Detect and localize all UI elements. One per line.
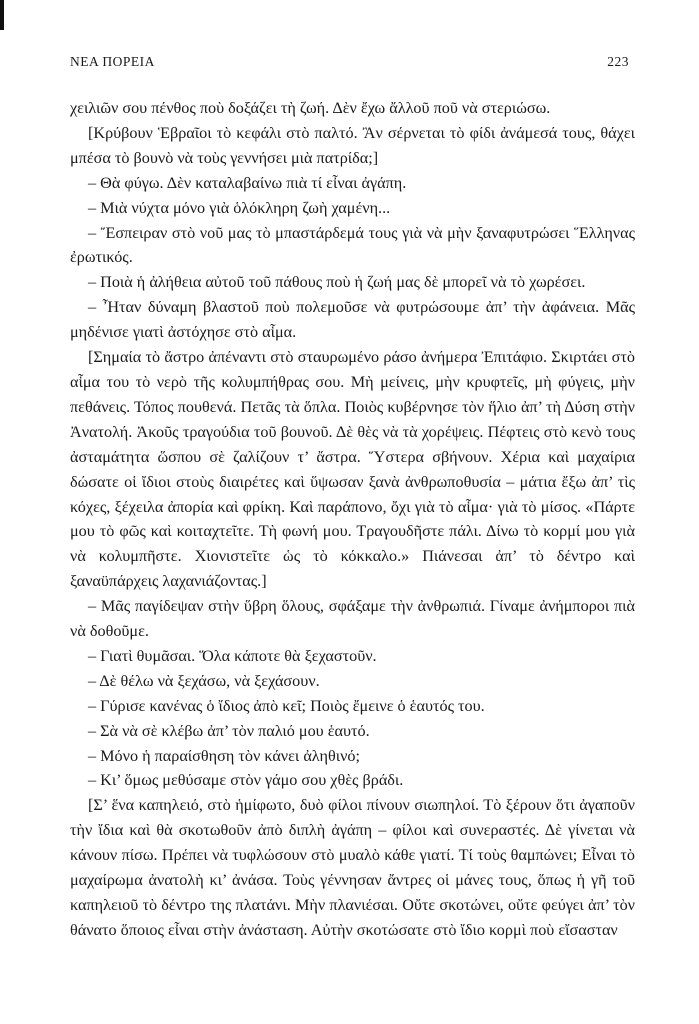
dialogue-line: – Ἔσπειραν στὸ νοῦ μας τὸ μπαστάρδεμά τους γιὰ νὰ μὴν ξαναφυτρώσει Ἕλληνας ἐρωτικός.	[70, 223, 635, 267]
dialogue-line: – Ποιὰ ἡ ἀλήθεια αὐτοῦ τοῦ πάθους ποὺ ἡ ζωή μας δὲ μπορεῖ νὰ τὸ χωρέσει.	[88, 273, 586, 292]
paragraph-bracketed: [Κρύβουν Ἑβραῖοι τὸ κεφάλι στὸ παλτό. Ἂν σέρνεται τὸ φίδι ἀνάμεσά τους, θάχει μπέσα τὸ βουνὸ νὰ τοὺς γεννήσει μιὰ πατρίδα;]	[70, 123, 635, 167]
book-title: ΝΕΑ ΠΟΡΕΙΑ	[70, 54, 155, 69]
paragraph-bracketed: [Σημαία τὸ ἄστρο ἀπέναντι στὸ σταυρωμένο ράσο ἀνήμερα Ἐπιτάφιο. Σκιρτάει στὸ αἷμα του τὸ νερὸ τῆς κολυμπήθρας σου. Μὴ μείνεις, μὴν κρυφτεῖς, μὴ φύγεις, μὴν πεθάνεις. Τόπος πουθενά. Πετᾶς τὰ ὅπλα. Ποιὸς κυβέρνησε τὸν ἥλιο ἀπ’ τὴ Δύση στὴν Ἀνατολή. Ἀκοῦς τραγούδια τοῦ βουνοῦ. Δὲ θὲς νὰ τὰ χορέψεις. Πέφτεις στὸ κενὸ τους ἀσταμάτητα ὥσπου σὲ ζαλίζουν τ’ ἄστρα. Ὕστερα σβήνουν. Χέρια καὶ μαχαίρια δώσατε οἱ ἴδιοι στοὺς διαιρέτες καὶ ὕψωσαν ξανὰ ἀνθρωποθυσία – μάτια ἔξω ἀπ’ τὶς κόχες, ξέχειλα ἀπορία καὶ φρίκη. Καὶ παράπονο, ὄχι γιὰ τὸ αἷμα· γιὰ τὸ μίσος. «Πάρτε μου τὸ φῶς καὶ κοιταχτεῖτε. Τὴ φωνή μου. Τραγουδῆστε πάλι. Δίνω τὸ κορμί μου γιὰ νὰ κολυμπῆστε. Χιονιστεῖτε ὡς τὸ κόκκαλο.» Πιάνεσαι ἀπ’ τὸ δέντρο καὶ ξαναϋπάρχεις λαχανιάζοντας.]	[70, 348, 635, 591]
dialogue-line: – Μᾶς παγίδεψαν στὴν ὕβρη ὅλους, σφάξαμε τὴν ἀνθρωπιά. Γίναμε ἀνήμποροι πιὰ νὰ δοθοῦμε.	[70, 597, 635, 641]
dialogue-line: – Γιατὶ θυμᾶσαι. Ὅλα κάποτε θὰ ξεχαστοῦν.	[88, 646, 377, 665]
dialogue-line: – Γύρισε κανένας ὁ ἴδιος ἀπὸ κεῖ; Ποιὸς ἔμεινε ὁ ἑαυτός του.	[88, 696, 485, 715]
page-number: 223	[607, 54, 629, 69]
dialogue-line: – Κι’ ὅμως μεθύσαμε στὸν γάμο σου χθὲς βράδι.	[88, 771, 404, 790]
scan-edge-mark	[0, 0, 4, 30]
dialogue-line: – Μόνο ἡ παραίσθηση τὸν κάνει ἀληθινό;	[88, 746, 361, 765]
paragraph-bracketed: [Σ’ ἕνα καπηλειό, στὸ ἡμίφωτο, δυὸ φίλοι πίνουν σιωπηλοί. Τὸ ξέρουν ὅτι ἀγαποῦν τὴν ἴδια καὶ θὰ σκοτωθοῦν ἀπὸ διπλὴ ἀγάπη – φίλοι καὶ συνεραστές. Δὲ γίνεται νὰ κάνουν πίσω. Πρέπει νὰ τυφλώσουν στὸ μυαλὸ κάθε γιατί. Τί τοὺς θαμπώνει; Εἶναι τὸ μαχαίρωμα ἀνατολὴ κι’ ἀνάσα. Τοὺς γέννησαν ἄντρες οἱ μάνες τους, ὅπως ἡ γῆ τοῦ καπηλειοῦ τὸ δέντρο της πλατάνι. Μὴν πλανιέσαι. Οὔτε σκοτώνει, οὔτε φεύγει ἀπ’ τὸν θάνατο ὅποιος εἶναι στὴν ἀνάσταση. Αὐτὴν σκοτώσατε στὸ ἴδιο κορμὶ ποὺ εἴσασταν	[70, 796, 635, 939]
running-head	[70, 54, 629, 74]
dialogue-line: – Δὲ θέλω νὰ ξεχάσω, νὰ ξεχάσουν.	[88, 671, 320, 690]
dialogue-line: – Σὰ νὰ σὲ κλέβω ἀπ’ τὸν παλιό μου ἑαυτό.	[88, 721, 370, 740]
body-text	[70, 96, 635, 943]
dialogue-line: – Μιὰ νύχτα μόνο γιὰ ὁλόκληρη ζωὴ χαμένη...	[88, 198, 391, 217]
dialogue-line: – Θὰ φύγω. Δὲν καταλαβαίνω πιὰ τί εἶναι ἀγάπη.	[88, 173, 407, 192]
paragraph-continued: χειλιῶν σου πένθος ποὺ δοξάζει τὴ ζωή. Δὲν ἔχω ἄλλοῦ ποῦ νὰ στεριώσω.	[70, 99, 551, 117]
dialogue-line: – Ἦταν δύναμη βλαστοῦ ποὺ πολεμοῦσε νὰ φυτρώσουμε ἀπ’ τὴν ἀφάνεια. Μᾶς μηδένισε γιατὶ ἀστόχησε στὸ αἷμα.	[70, 298, 635, 342]
